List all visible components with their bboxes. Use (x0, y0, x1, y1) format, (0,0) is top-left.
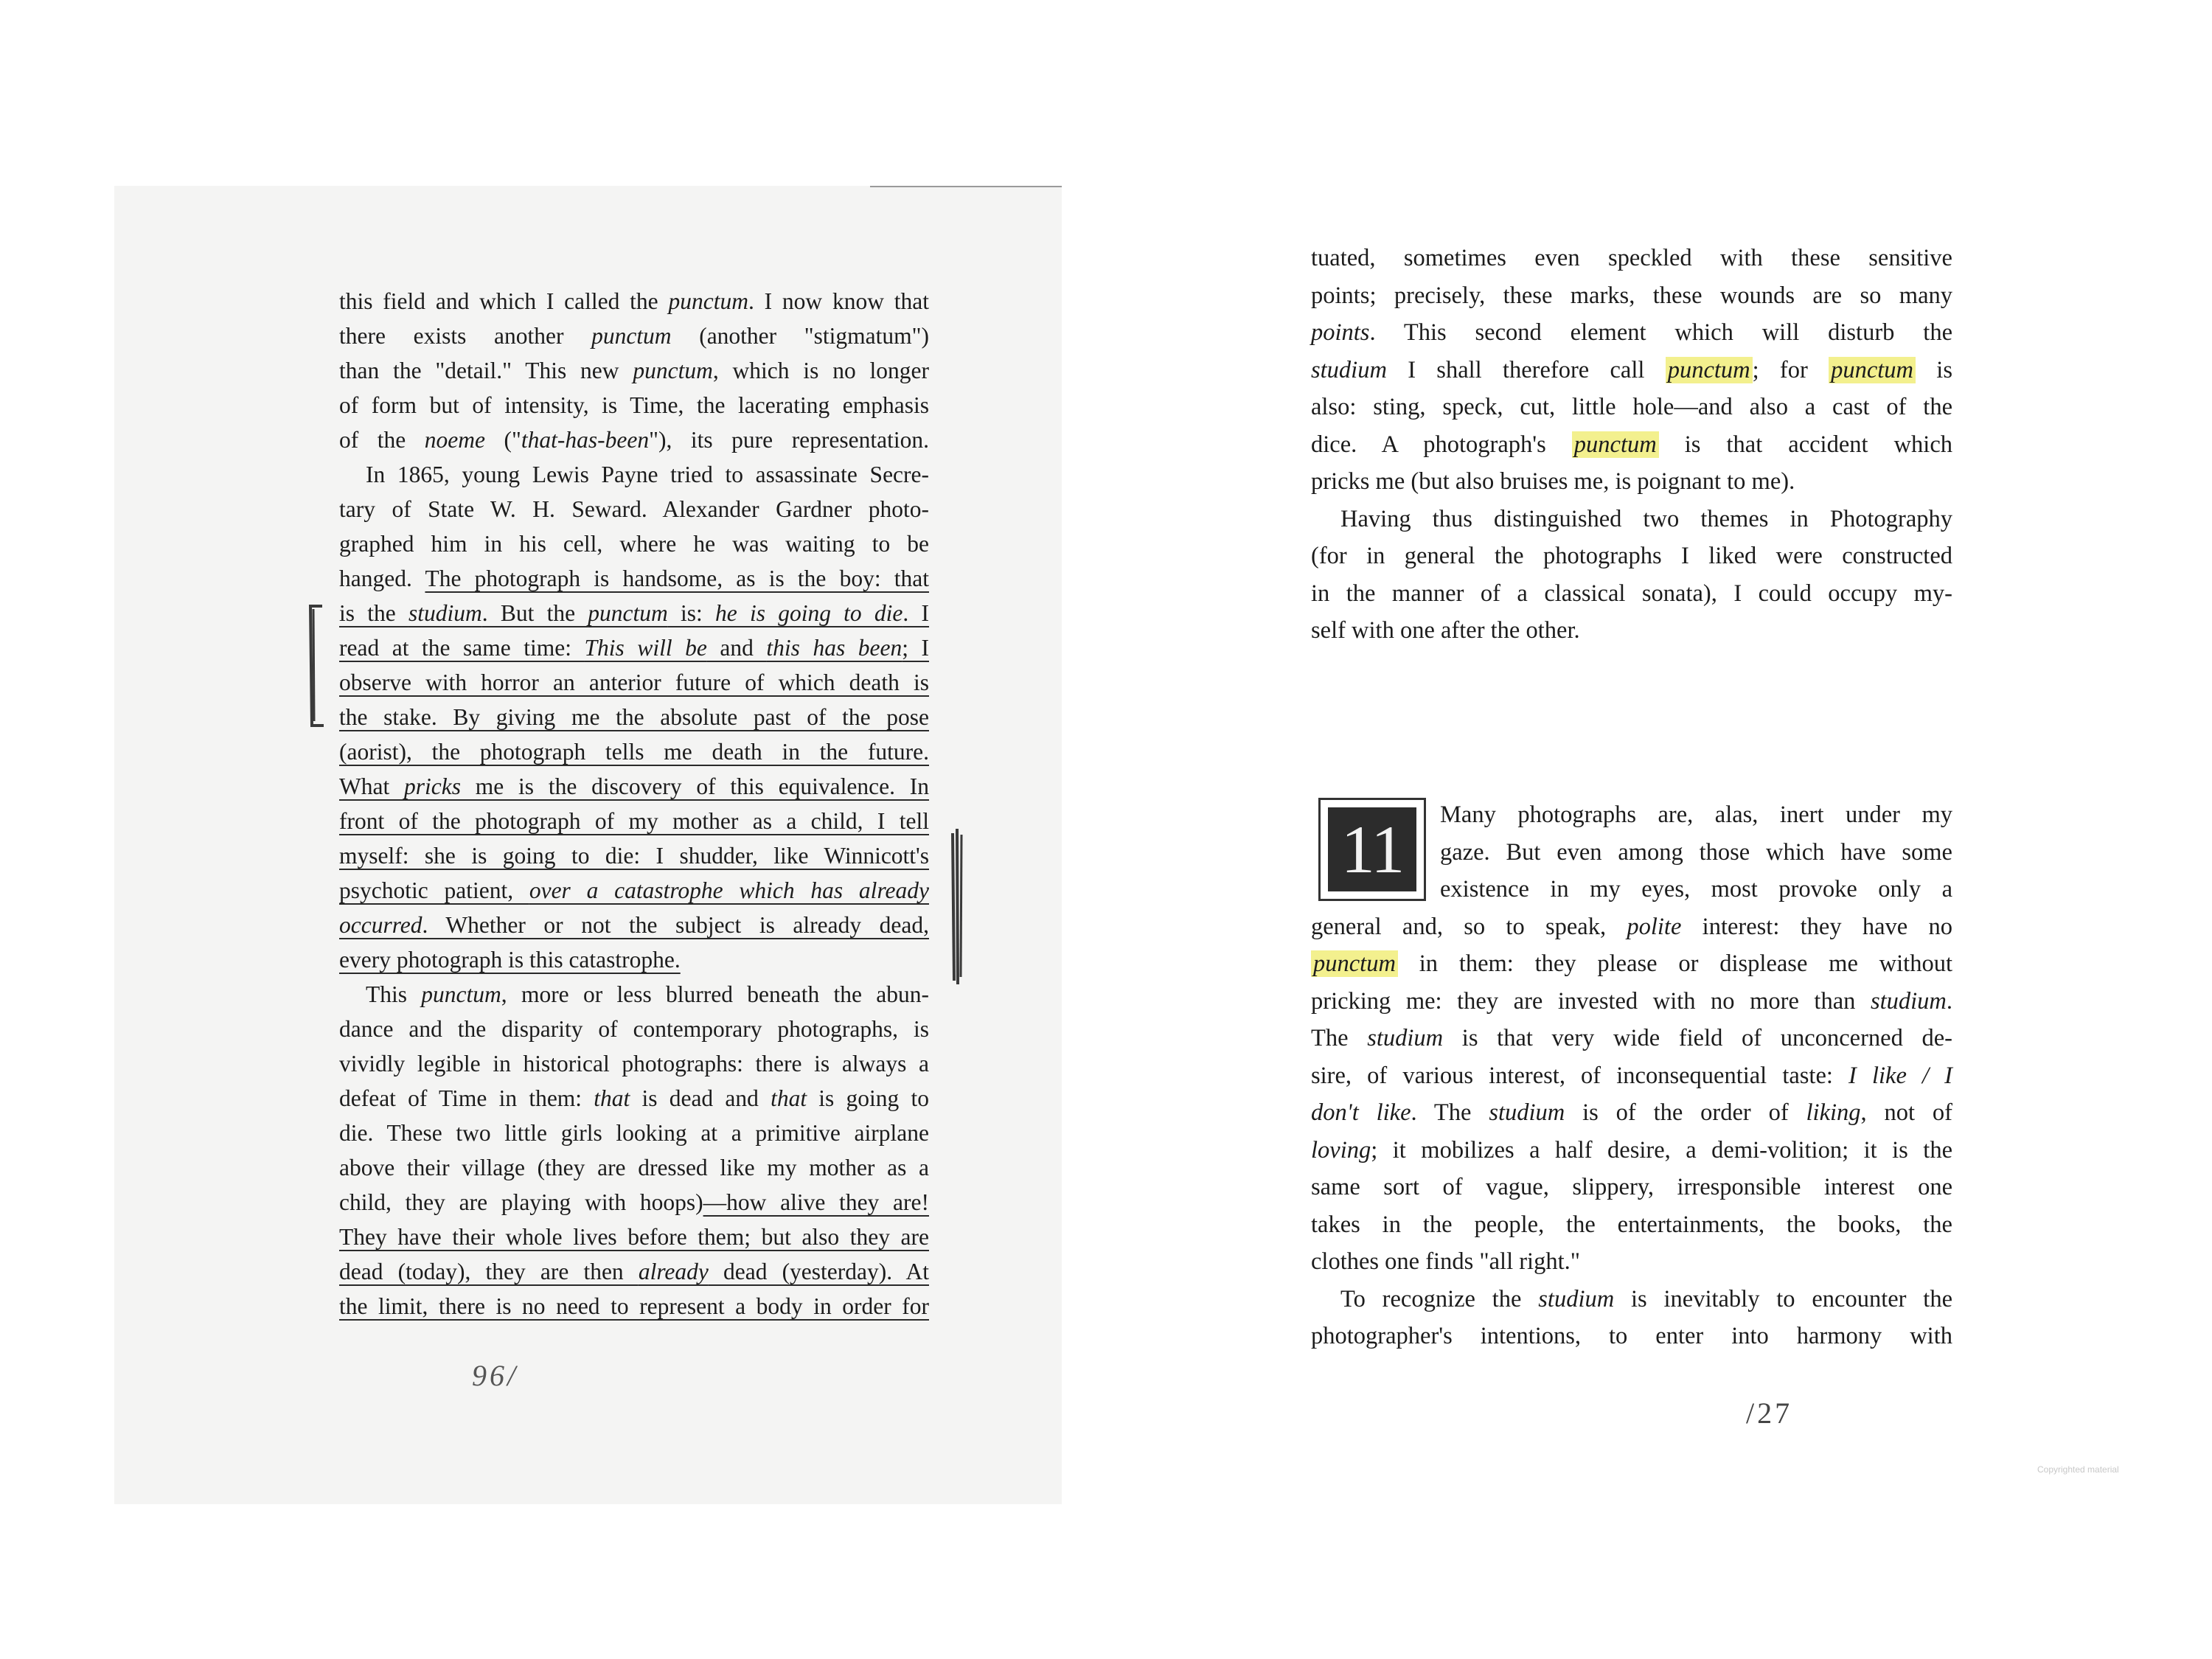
left-page-number: 96/ (472, 1359, 519, 1392)
right-text-line: gaze. But even among those which have some (1440, 838, 1952, 866)
left-text-line: the limit, there is no need to represent a body in order for (339, 1293, 929, 1319)
right-text-line: self with one after the other. (1311, 617, 1580, 644)
left-text-line: of form but of intensity, is Time, the lacerating emphasis (339, 392, 929, 418)
left-text-line: front of the photograph of my mother as a child, I tell (339, 808, 929, 834)
right-text-line: also: sting, speck, cut, little hole—and also a cast of the (1311, 394, 1952, 420)
right-text-line: clothes one finds "all right." (1311, 1248, 1581, 1275)
left-text-line: occurred. Whether or not the subject is already dead, (339, 912, 929, 938)
left-text-line: In 1865, young Lewis Payne tried to assassinate Secre- (366, 462, 929, 487)
left-text-line: above their village (they are dressed like my mother as a (339, 1155, 929, 1180)
right-text-line: tuated, sometimes even speckled with these sensitive (1311, 245, 1952, 271)
right-text-line: punctum in them: they please or displease me without (1311, 945, 1952, 983)
left-text-line: hanged. The photograph is handsome, as is the boy: that (339, 566, 929, 591)
right-text-line: To recognize the studium is inevitably to encounter the (1340, 1285, 1952, 1312)
left-text-line: every photograph is this catastrophe. (339, 947, 681, 973)
left-page-text (339, 284, 929, 1324)
right-page-text-bottom (1311, 796, 1952, 1355)
left-text-line: this field and which I called the punctum. I now know that (339, 288, 929, 314)
right-text-line: Having thus distinguished two themes in Photography (1340, 505, 1952, 532)
right-text-line: existence in my eyes, most provoke only a (1440, 876, 1952, 902)
right-text-line: pricking me: they are invested with no more than studium. (1311, 987, 1952, 1015)
left-text-line: tary of State W. H. Seward. Alexander Gardner photo- (339, 496, 929, 522)
copyright-watermark: Copyrighted material (2037, 1464, 2119, 1475)
left-text-line: dance and the disparity of contemporary photographs, is (339, 1016, 929, 1042)
right-text-line: Many photographs are, alas, inert under my (1440, 801, 1952, 828)
right-text-line: studium I shall therefore call punctum; for punctum is (1311, 356, 1952, 383)
left-text-line: What pricks me is the discovery of this equivalence. In (339, 773, 930, 799)
right-text-line: in the manner of a classical sonata), I could occupy my- (1311, 580, 1952, 607)
left-text-line: myself: she is going to die: I shudder, like Winnicott's (339, 843, 929, 869)
right-text-line: don't like. The studium is of the order of liking, not of (1311, 1099, 1952, 1126)
left-text-line: (aorist), the photograph tells me death in the future. (339, 739, 929, 765)
right-page-text-top (1311, 240, 1952, 650)
left-text-line: than the "detail." This new punctum, which is no longer (339, 358, 930, 383)
right-text-line: dice. A photograph's punctum is that accident which (1311, 431, 1952, 458)
left-text-line: die. These two little girls looking at a primitive airplane (339, 1120, 929, 1146)
right-text-line: pricks me (but also bruises me, is poignant to me). (1311, 468, 1795, 495)
left-text-line: defeat of Time in them: that is dead and that is going to (339, 1085, 929, 1111)
left-text-line: there exists another punctum (another "stigmatum") (339, 323, 929, 349)
left-text-line: observe with horror an anterior future of which death is (339, 669, 929, 695)
right-page-number: /27 (1746, 1397, 1793, 1430)
left-text-line: the stake. By giving me the absolute past of the pose (339, 704, 929, 730)
left-text-line: is the studium. But the punctum is: he is going to die. I (339, 600, 930, 626)
left-text-line: dead (today), they are then already dead (yesterday). At (339, 1259, 929, 1284)
left-text-line: graphed him in his cell, where he was waiting to be (339, 531, 929, 557)
right-text-line: general and, so to speak, polite interest: they have no (1311, 913, 1952, 940)
right-text-line: sire, of various interest, of inconsequential taste: I like / I (1311, 1062, 1952, 1089)
chapter-number: 11 (1328, 807, 1416, 891)
pencil-bracket-mark (306, 603, 328, 728)
left-text-line: read at the same time: This will be and this has been; I (339, 635, 929, 661)
right-text-line: same sort of vague, slippery, irresponsible interest one (1311, 1174, 1952, 1200)
left-text-line: child, they are playing with hoops)—how alive they are! (339, 1189, 929, 1215)
left-text-line: They have their whole lives before them; but also they are (339, 1224, 929, 1250)
left-text-line: This punctum, more or less blurred beneath the abun- (366, 981, 929, 1007)
right-text-line: points. This second element which will disturb the (1311, 319, 1952, 346)
right-text-line: loving; it mobilizes a half desire, a demi-volition; it is the (1311, 1136, 1952, 1164)
right-text-line: (for in general the photographs I liked were constructed (1311, 543, 1952, 569)
pencil-margin-bar (949, 826, 967, 988)
left-text-line: of the noeme ("that-has-been"), its pure representation. (339, 427, 929, 453)
page-edge-line (870, 186, 1062, 187)
left-text-line: vividly legible in historical photographs: there is always a (339, 1051, 929, 1077)
right-text-line: The studium is that very wide field of unconcerned de- (1311, 1025, 1952, 1051)
right-text-line: points; precisely, these marks, these wounds are so many (1311, 282, 1952, 309)
right-text-line: takes in the people, the entertainments, the books, the (1311, 1211, 1952, 1238)
left-text-line: psychotic patient, over a catastrophe which has already (339, 877, 929, 903)
right-text-line: photographer's intentions, to enter into harmony with (1311, 1323, 1952, 1349)
